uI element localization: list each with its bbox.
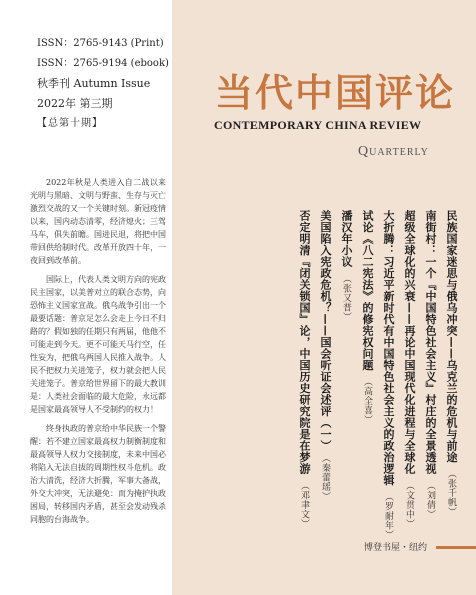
- total-issue: 【总第十期】: [37, 118, 103, 129]
- toc-title: 美国陷入宪政危机？——国会听证会述评（一）: [319, 210, 332, 452]
- toc-author: （张又普）: [341, 273, 351, 321]
- table-of-contents: [297, 210, 458, 540]
- editorial-paragraph: 国际上，代表人类文明方向的宪政民主国家，以美普对立的联合态势，向恐怖主义国家宣战。俄乌战争引出一个最要话题：普京足怎么会走上今日不归路的？假如独的任期只有两届，他他不可能走到今天。更不可能天马行空，任性妄为，把俄乌两国人民推入战争。人民不把权力关进笼子，权力就会把人民关进笼子。普京给世界留下的最大教训是：人类社会面临的最大危险，永远都是国家最高领导人不受制约的权力！: [30, 275, 166, 414]
- toc-author: （罗耐年）: [383, 492, 393, 540]
- toc-title: 南街村：一个『中国特色社会主义』村庄的全景透视: [424, 210, 437, 475]
- frequency-label: Quarterly: [358, 144, 429, 159]
- toc-author: （高全喜）: [362, 377, 372, 425]
- toc-title: 大折腾：习近平新时代有中国特色社会主义的政治逻辑: [382, 210, 395, 486]
- toc-author: （秦蕾瑶）: [320, 457, 330, 501]
- journal-title-english: CONTEMPORARY CHINA REVIEW: [214, 118, 422, 132]
- toc-title: 民族国家迷思与俄乌冲突——乌克兰的危机与前途: [445, 210, 458, 463]
- toc-entry: [339, 210, 353, 540]
- toc-title: 超级全球化的兴衰——再论中国现代化进程与全球化: [403, 210, 416, 475]
- publisher-name: 博登书屋・纽约: [364, 543, 428, 553]
- toc-title: 试论《八二宪法》的修宪权问题: [361, 210, 374, 371]
- editorial-paragraph: 终身执政的普京给中华民族一个警醒：若不建立国家最高权力制衡制度和最高领导人权力交接制度，未来中国必将陷入无法自拔的周期性权斗危机。政治大清洗，经济大折腾，军事大备战，外交大冲突，无法避免：而为掩护执政困局，转移国内矛盾，甚至会发动残杀同胞的台海战争。: [30, 424, 166, 524]
- editorial-text: [30, 176, 166, 532]
- year-issue: 2022年 第三期: [37, 97, 113, 110]
- season-issue: 秋季刊 Autumn Issue: [37, 77, 151, 90]
- toc-author: （文贯中）: [404, 480, 414, 528]
- toc-entry: [381, 210, 395, 540]
- toc-entry: [360, 210, 374, 540]
- left-panel: [0, 0, 172, 595]
- toc-entry: [402, 210, 416, 540]
- toc-entry: [297, 210, 311, 540]
- issn-ebook: ISSN：2765-9194 (ebook): [37, 58, 169, 69]
- toc-author: （刘倩）: [425, 480, 435, 519]
- issn-print: ISSN：2765-9143 (Print): [37, 38, 164, 49]
- toc-entry: [444, 210, 458, 540]
- toc-entry: [318, 210, 332, 540]
- toc-entry: [423, 210, 437, 540]
- toc-author: （邓聿文）: [299, 480, 309, 528]
- editorial-paragraph: 2022年秋是人类进入自二战以来光明与黑暗、文明与野蛮、生存与灭亡激烈交战的又一个关键时刻。新冠疫情以来，国内动态清零，经济熄火；三驾马车，俱失前瞻。国进民退，将把中国带回供给制时代。改革开放四十年，一夜回到改革前。: [30, 178, 166, 265]
- toc-author: （张千帆）: [446, 469, 456, 517]
- toc-title: 否定明清『闭关锁国』论，中国历史研究院是在梦游: [298, 210, 311, 475]
- issue-info: [37, 34, 169, 134]
- journal-title-chinese: 当代中国评论: [215, 71, 456, 115]
- accent-rule: [436, 546, 476, 549]
- toc-title: 潘汉年小议: [340, 210, 353, 268]
